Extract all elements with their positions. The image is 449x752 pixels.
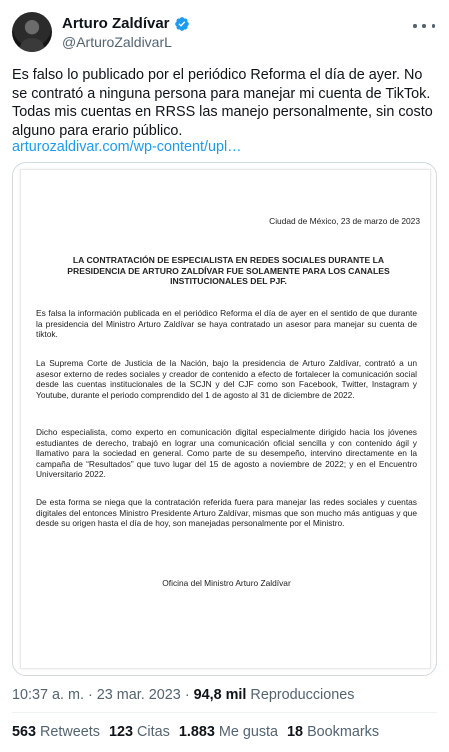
likes-stat[interactable]	[179, 724, 278, 740]
retweets-label: Retweets	[40, 724, 101, 740]
document-paragraph: De esta forma se niega que la contratación referida fuera para manejar las redes sociales y cuentas digitales del entonces Ministro Presidente Arturo Zaldívar, mismas que son mucho más antiguas y que desde su origen hasta el día de hoy, son manejadas personalmente por el Ministro.	[36, 497, 417, 529]
author-display-name[interactable]: Arturo Zaldívar	[62, 15, 170, 32]
quotes-count: 123	[109, 724, 134, 740]
bookmarks-count: 18	[287, 724, 304, 740]
tweet-metadata	[12, 687, 354, 703]
author-handle[interactable]: @ArturoZaldivarL	[62, 34, 172, 50]
tweet-link[interactable]: arturozaldivar.com/wp-content/upl…	[12, 139, 242, 155]
views-count: 94,8 mil	[193, 687, 247, 703]
bookmarks-stat[interactable]	[287, 724, 379, 740]
attached-document-image[interactable]	[12, 162, 437, 676]
document-paragraph: Es falsa la información publicada en el periódico Reforma el día de ayer en el sentido de que durante la presidencia del Ministro Arturo Zaldívar se haya contratado un asesor para manejar su cuenta de tiktok.	[36, 308, 417, 340]
more-options-icon[interactable]	[413, 18, 435, 34]
engagement-stats	[12, 724, 379, 740]
verified-badge-icon[interactable]	[174, 16, 190, 32]
avatar[interactable]	[12, 12, 52, 52]
author-name-row	[62, 15, 190, 32]
document-paragraph: La Suprema Corte de Justicia de la Nación, bajo la presidencia de Arturo Zaldívar, contrató a un asesor externo de redes sociales y creador de contenido a efecto de fortalecer la comunicación social desde las cuentas institucionales de la SCJN y del CJF como son Facebook, Twitter, Instagram y Youtube, durante el periodo comprendido del 1 de agosto al 31 de diciembre de 2022.	[36, 358, 417, 400]
tweet-text: Es falso lo publicado por el periódico Reforma el día de ayer. No se contrató a ninguna persona para manejar mi cuenta de TikTok. Todas mis cuentas en RRSS las manejo personalmente, sin costo alguno para erario público.	[12, 67, 433, 139]
tweet-time[interactable]: 10:37 a. m.	[12, 687, 84, 703]
likes-label: Me gusta	[218, 724, 279, 740]
quotes-stat[interactable]	[109, 724, 170, 740]
meta-separator: ·	[88, 687, 93, 703]
bookmarks-label: Bookmarks	[307, 724, 380, 740]
retweets-stat[interactable]	[12, 724, 100, 740]
document-paragraph: Dicho especialista, como experto en comunicación digital especialmente dirigido hacia los jóvenes estudiantes de derecho, trabajó en lograr una comunicación oficial sencilla y con contenido ágil y llamativo para la sociedad en general. Como parte de su desempeño, intervino directamente en la campaña de “Resultados” que tuvo lugar del 15 de agosto a noviembre de 2022; y en el Encuentro Universitario 2022.	[36, 427, 417, 480]
views-label: Reproducciones	[250, 687, 355, 703]
document-title: LA CONTRATACIÓN DE ESPECIALISTA EN REDES SOCIALES DURANTE LA PRESIDENCIA DE ARTURO ZALDÍVAR FUE SOLAMENTE PARA LOS CANALES INSTITUCIONALES DEL PJF.	[67, 255, 390, 287]
tweet-date[interactable]: 23 mar. 2023	[96, 687, 181, 703]
document-signature: Oficina del Ministro Arturo Zaldívar	[162, 578, 291, 588]
quotes-label: Citas	[137, 724, 170, 740]
meta-separator: ·	[184, 687, 190, 703]
document-page	[20, 169, 431, 669]
likes-count: 1.883	[178, 724, 215, 740]
divider	[12, 712, 437, 713]
retweets-count: 563	[12, 724, 37, 740]
tweet-header	[12, 12, 437, 56]
document-date: Ciudad de México, 23 de marzo de 2023	[269, 216, 420, 226]
